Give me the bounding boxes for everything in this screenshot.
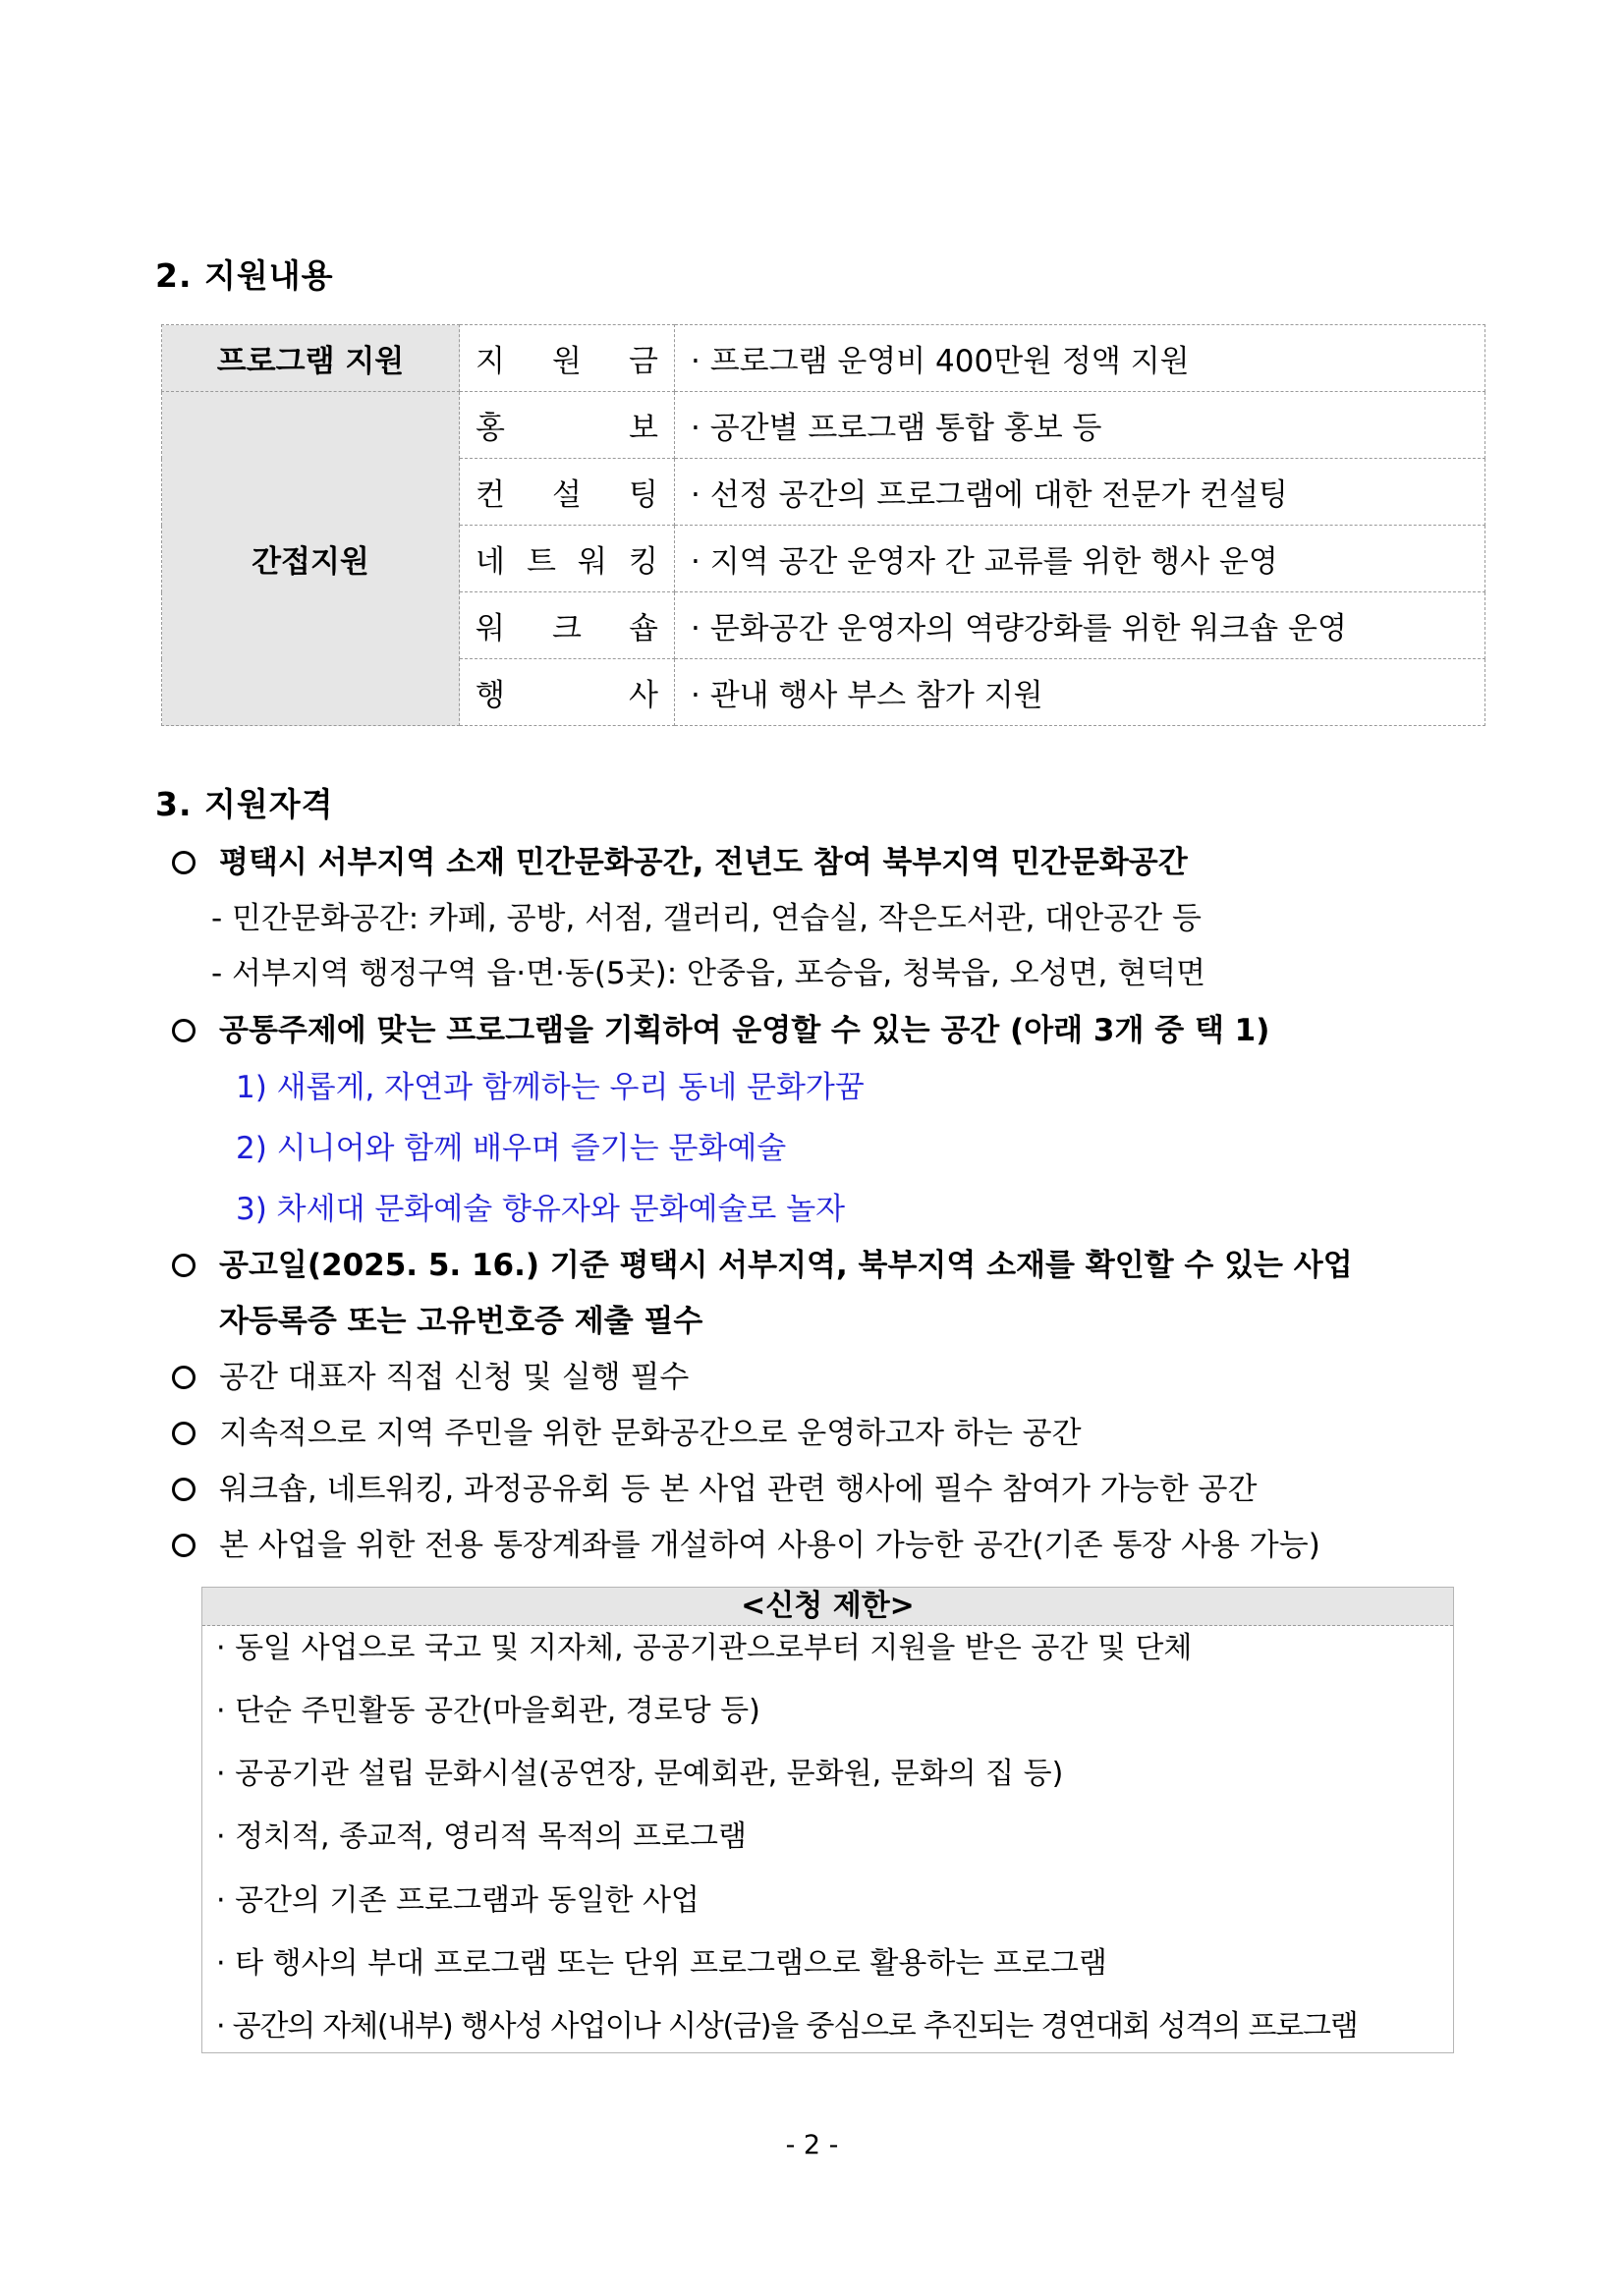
item-event [460, 659, 675, 726]
theme-item: 1) 새롭게, 자연과 함께하는 우리 동네 문화가꿈 [236, 1070, 865, 1105]
eligibility-text: 지속적으로 지역 주민을 위한 문화공간으로 운영하고자 하는 공간 [219, 1416, 1082, 1451]
section-2-title: 2. 지원내용 [155, 256, 334, 295]
theme-item: 2) 시니어와 함께 배우며 즐기는 문화예술 [236, 1131, 787, 1166]
table-row [162, 325, 1485, 392]
eligibility-text: 공통주제에 맞는 프로그램을 기획하여 운영할 수 있는 공간 (아래 3개 중 택 1) [219, 1013, 1270, 1048]
circle-bullet-icon [172, 1422, 196, 1445]
eligibility-item [172, 1411, 1082, 1456]
restrictions-title: <신청 제한> [202, 1588, 1453, 1626]
restriction-item: · 공간의 기존 프로그램과 동일한 사업 [216, 1883, 700, 1918]
page-number: - 2 - [785, 2130, 839, 2160]
table-row [162, 392, 1485, 459]
item-char: 행 [476, 678, 505, 713]
item-grant [460, 325, 675, 392]
support-content-table [161, 324, 1485, 726]
item-char: 컨 [476, 477, 505, 513]
desc-promotion: · 공간별 프로그램 통합 홍보 등 [675, 392, 1485, 459]
eligibility-text: 공고일(2025. 5. 16.) 기준 평택시 서부지역, 북부지역 소재를 확인할 수 있는 사업 [219, 1248, 1353, 1283]
eligibility-item [172, 1467, 1257, 1512]
item-char: 트 [527, 544, 556, 580]
desc-networking: · 지역 공간 운영자 간 교류를 위한 행사 운영 [675, 526, 1485, 592]
category-program-support: 프로그램 지원 [162, 325, 460, 392]
item-char: 설 [552, 477, 582, 513]
eligibility-sub: - 민간문화공간: 카페, 공방, 서점, 갤러리, 연습실, 작은도서관, 대안공간 등 [211, 901, 1202, 936]
section-3-title: 3. 지원자격 [155, 785, 334, 823]
item-char: 크 [552, 611, 582, 646]
item-char: 원 [552, 344, 582, 379]
desc-consulting: · 선정 공간의 프로그램에 대한 전문가 컨설팅 [675, 459, 1485, 526]
item-char: 팅 [629, 477, 658, 513]
restriction-item: · 공공기관 설립 문화시설(공연장, 문예회관, 문화원, 문화의 집 등) [216, 1757, 1064, 1791]
circle-bullet-icon [172, 1366, 196, 1389]
eligibility-sub: - 서부지역 행정구역 읍·면·동(5곳): 안중읍, 포승읍, 청북읍, 오성면, 현덕면 [211, 956, 1206, 991]
eligibility-text-continued: 자등록증 또는 고유번호증 제출 필수 [219, 1304, 703, 1339]
eligibility-item [172, 1523, 1320, 1568]
circle-bullet-icon [172, 1019, 196, 1042]
item-networking [460, 526, 675, 592]
desc-grant: · 프로그램 운영비 400만원 정액 지원 [675, 325, 1485, 392]
item-workshop [460, 592, 675, 659]
desc-workshop: · 문화공간 운영자의 역량강화를 위한 워크숍 운영 [675, 592, 1485, 659]
item-promotion [460, 392, 675, 459]
circle-bullet-icon [172, 851, 196, 874]
category-indirect-support: 간접지원 [162, 392, 460, 726]
eligibility-text: 공간 대표자 직접 신청 및 실행 필수 [219, 1360, 690, 1395]
item-char: 워 [578, 544, 607, 580]
item-char: 지 [476, 344, 505, 379]
restriction-item: · 정치적, 종교적, 영리적 목적의 프로그램 [216, 1820, 747, 1854]
circle-bullet-icon [172, 1534, 196, 1557]
circle-bullet-icon [172, 1478, 196, 1501]
eligibility-item [172, 1355, 689, 1400]
restriction-item: · 동일 사업으로 국고 및 지자체, 공공기관으로부터 지원을 받은 공간 및 단체 [216, 1631, 1193, 1665]
theme-item: 3) 차세대 문화예술 향유자와 문화예술로 놀자 [236, 1192, 846, 1227]
item-char: 보 [629, 411, 658, 446]
item-char: 킹 [629, 544, 658, 580]
restriction-item: · 단순 주민활동 공간(마을회관, 경로당 등) [216, 1694, 760, 1728]
restriction-item: · 공간의 자체(내부) 행사성 사업이나 시상(금)을 중심으로 추진되는 경연대회 성격의 프로그램 [216, 2009, 1358, 2044]
item-char: 사 [629, 678, 658, 713]
item-char: 홍 [476, 411, 505, 446]
eligibility-item [172, 1008, 1269, 1053]
eligibility-item [172, 1243, 1353, 1288]
item-char: 워 [476, 611, 505, 646]
item-char: 금 [629, 344, 658, 379]
item-char: 숍 [629, 611, 658, 646]
application-restrictions-box [201, 1587, 1454, 2053]
eligibility-text: 워크숍, 네트워킹, 과정공유회 등 본 사업 관련 행사에 필수 참여가 가능한 공간 [219, 1472, 1258, 1507]
item-consulting [460, 459, 675, 526]
restriction-item: · 타 행사의 부대 프로그램 또는 단위 프로그램으로 활용하는 프로그램 [216, 1946, 1107, 1981]
circle-bullet-icon [172, 1254, 196, 1277]
eligibility-item [172, 840, 1188, 885]
eligibility-text: 본 사업을 위한 전용 통장계좌를 개설하여 사용이 가능한 공간(기존 통장 사용 가능) [219, 1528, 1320, 1563]
item-char: 네 [476, 544, 505, 580]
desc-event: · 관내 행사 부스 참가 지원 [675, 659, 1485, 726]
eligibility-text: 평택시 서부지역 소재 민간문화공간, 전년도 참여 북부지역 민간문화공간 [219, 845, 1188, 880]
